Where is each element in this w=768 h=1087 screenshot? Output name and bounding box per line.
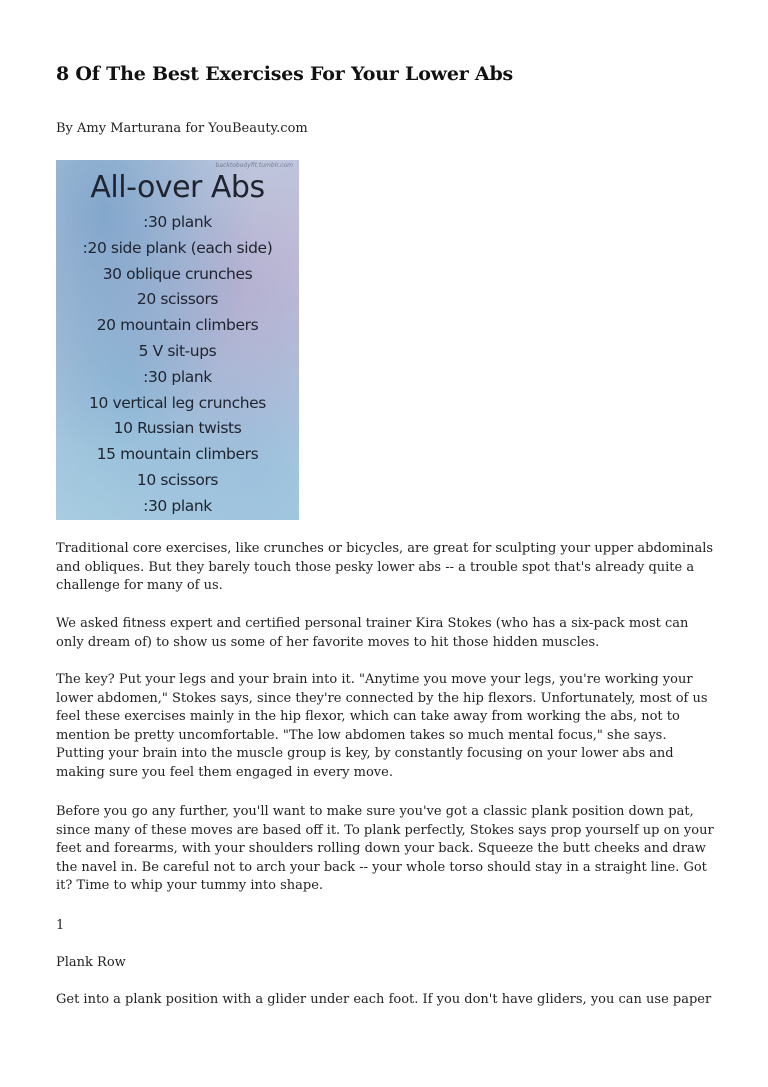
poster-item: 10 Russian twists [113, 419, 242, 438]
step-title: Plank Row [56, 955, 126, 970]
poster-exercise-list [56, 210, 299, 520]
poster-item: 30 oblique crunches [102, 264, 253, 283]
poster-watermark: backtobodyfit.tumblr.com [215, 162, 293, 169]
poster-item: 20 scissors [136, 290, 219, 309]
poster-item: 15 mountain climbers [96, 445, 259, 464]
article-byline: By Amy Marturana for YouBeauty.com [56, 121, 308, 136]
paragraph-key: The key? Put your legs and your brain into it. "Anytime you move your legs, you're working your lower abdomen," Stokes says, since they're connected by the hip flexors. Unfortunately, most of us feel these exercises mainly in the hip flexor, which can take away from working the abs, not to mention be pretty uncomfortable. "The low abdomen takes so much mental focus," she says. Putting your brain into the muscle group is key, by constantly focusing on your lower abs and making sure you feel them engaged in every move. [56, 672, 708, 780]
poster-item: :30 plank [143, 213, 212, 231]
step-number: 1 [56, 918, 65, 933]
poster-item: :30 plank [143, 367, 212, 386]
workout-poster-image [56, 160, 299, 520]
paragraph-intro: Traditional core exercises, like crunches or bicycles, are great for sculpting your upper abdominals and obliques. But they barely touch those pesky lower abs -- a trouble spot that's already quite a challenge for many of us. [56, 541, 714, 593]
paragraph-expert: We asked fitness expert and certified personal trainer Kira Stokes (who has a six-pack most can only dream of) to show us some of her favorite moves to hit those hidden muscles. [56, 616, 689, 650]
poster-item: :30 plank [143, 496, 212, 515]
paragraph-plank: Before you go any further, you'll want to make sure you've got a classic plank position down pat, since many of these moves are based off it. To plank perfectly, Stokes says prop yourself up on your feet and forearms, with your shoulders rolling down your back. Squeeze the butt cheeks and draw the navel in. Be careful not to arch your back -- your whole torso should stay in a straight line. Got it? Time to whip your tummy into shape. [56, 804, 714, 893]
article-title: 8 Of The Best Exercises For Your Lower Abs [56, 63, 514, 85]
paragraph-step-instructions: Get into a plank position with a glider under each foot. If you don't have gliders, you can use paper [56, 992, 712, 1007]
poster-item: :20 side plank (each side) [82, 238, 273, 257]
poster-item: 20 mountain climbers [96, 316, 259, 335]
poster-item: 10 vertical leg crunches [89, 393, 266, 412]
poster-item: 10 scissors [136, 470, 219, 489]
poster-title: All-over Abs [90, 170, 265, 205]
poster-item: 5 V sit-ups [138, 341, 217, 360]
